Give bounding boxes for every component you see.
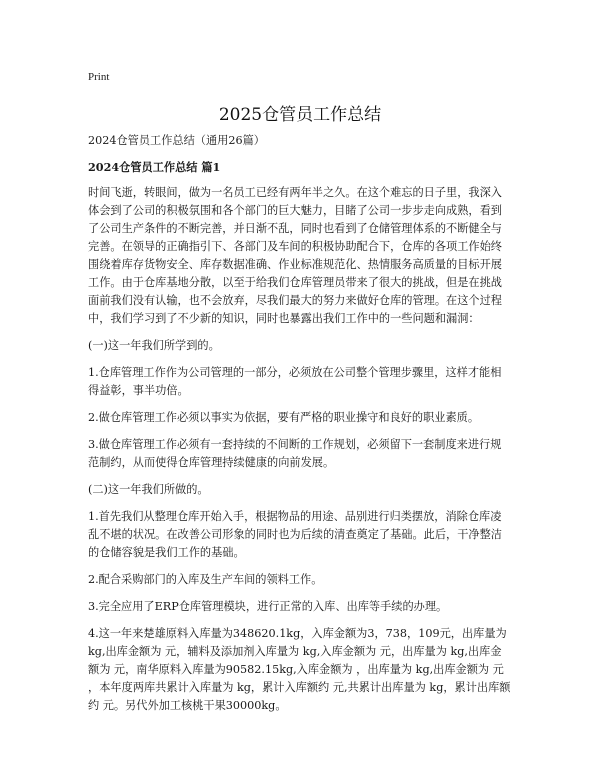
paragraph-done-2: 2.配合采购部门的入库及生产车间的领料工作。: [88, 573, 323, 586]
paragraph-learned-1: 1.仓库管理工作作为公司管理的一部分，必须放在公司整个管理步骤里，这样才能相得益彰，事半功倍。: [88, 366, 502, 397]
document-subtitle: 2024仓管员工作总结（通用26篇）: [88, 134, 265, 147]
document-body: [88, 132, 512, 724]
section-heading: 2024仓管员工作总结 篇1: [88, 160, 221, 174]
paragraph-done-heading: (二)这一年我们所做的。: [88, 483, 209, 496]
paragraph-done-4: 4.这一年来楚雄原料入库量为348620.1kg，入库金额为3，738，109元，出库量为kg,出库金额为 元，辅料及添加剂入库量为 kg,入库金额为 元，出库量为 kg,出库金额为 元，南华原料入库量为90582.15kg,入库金额为 ，出库量为 kg,出库金额为 元 ，本年度两库共累计入库量为 kg，累计入库额约 元,共累计出库量为 kg，累计出库额约 元。另代外加工核桃干果30000kg。: [88, 627, 511, 712]
paragraph-intro: 时间飞逝，转眼间，做为一名员工已经有两年半之久。在这个难忘的日子里，我深入体会到了公司的积极氛围和各个部门的巨大魅力，目睹了公司一步步走向成熟，看到了公司生产条件的不断完善，并日渐不乱，同时也看到了仓储管理体系的不断健全与完善。在领导的正确指引下、各部门及车间的积极协助配合下，仓库的各项工作始终围绕着库存货物安全、库存数据准确、作业标准规范化、热情服务高质量的目标开展工作。由于仓库基地分散，以至于给我们仓库管理员带来了很大的挑战，但是在挑战面前我们没有认输，也不会放弃，尽我们最大的努力来做好仓库的管理。在这个过程中，我们学习到了不少新的知识，同时也暴露出我们工作中的一些问题和漏洞：: [88, 186, 502, 325]
document-title: 2025仓管员工作总结: [218, 105, 382, 125]
print-label[interactable]: Print: [88, 71, 110, 83]
paragraph-learned-2: 2.做仓库管理工作必须以事实为依据，要有严格的职业操守和良好的职业素质。: [88, 411, 480, 424]
paragraph-done-3: 3.完全应用了ERP仓库管理模块，进行正常的入库、出库等手续的办理。: [88, 600, 448, 613]
paragraph-learned-heading: (一)这一年我们所学到的。: [88, 339, 220, 352]
paragraph-learned-3: 3.做仓库管理工作必须有一套持续的不间断的工作规划，必须留下一套制度来进行规范制约，从而使得仓库管理持续健康的向前发展。: [88, 438, 502, 469]
paragraph-done-1: 1.首先我们从整理仓库开始入手，根据物品的用途、品别进行归类摆放，消除仓库凌乱不堪的状况。在改善公司形象的同时也为后续的清查奠定了基础。此后，干净整洁的仓储容貌是我们工作的基础。: [88, 510, 502, 559]
